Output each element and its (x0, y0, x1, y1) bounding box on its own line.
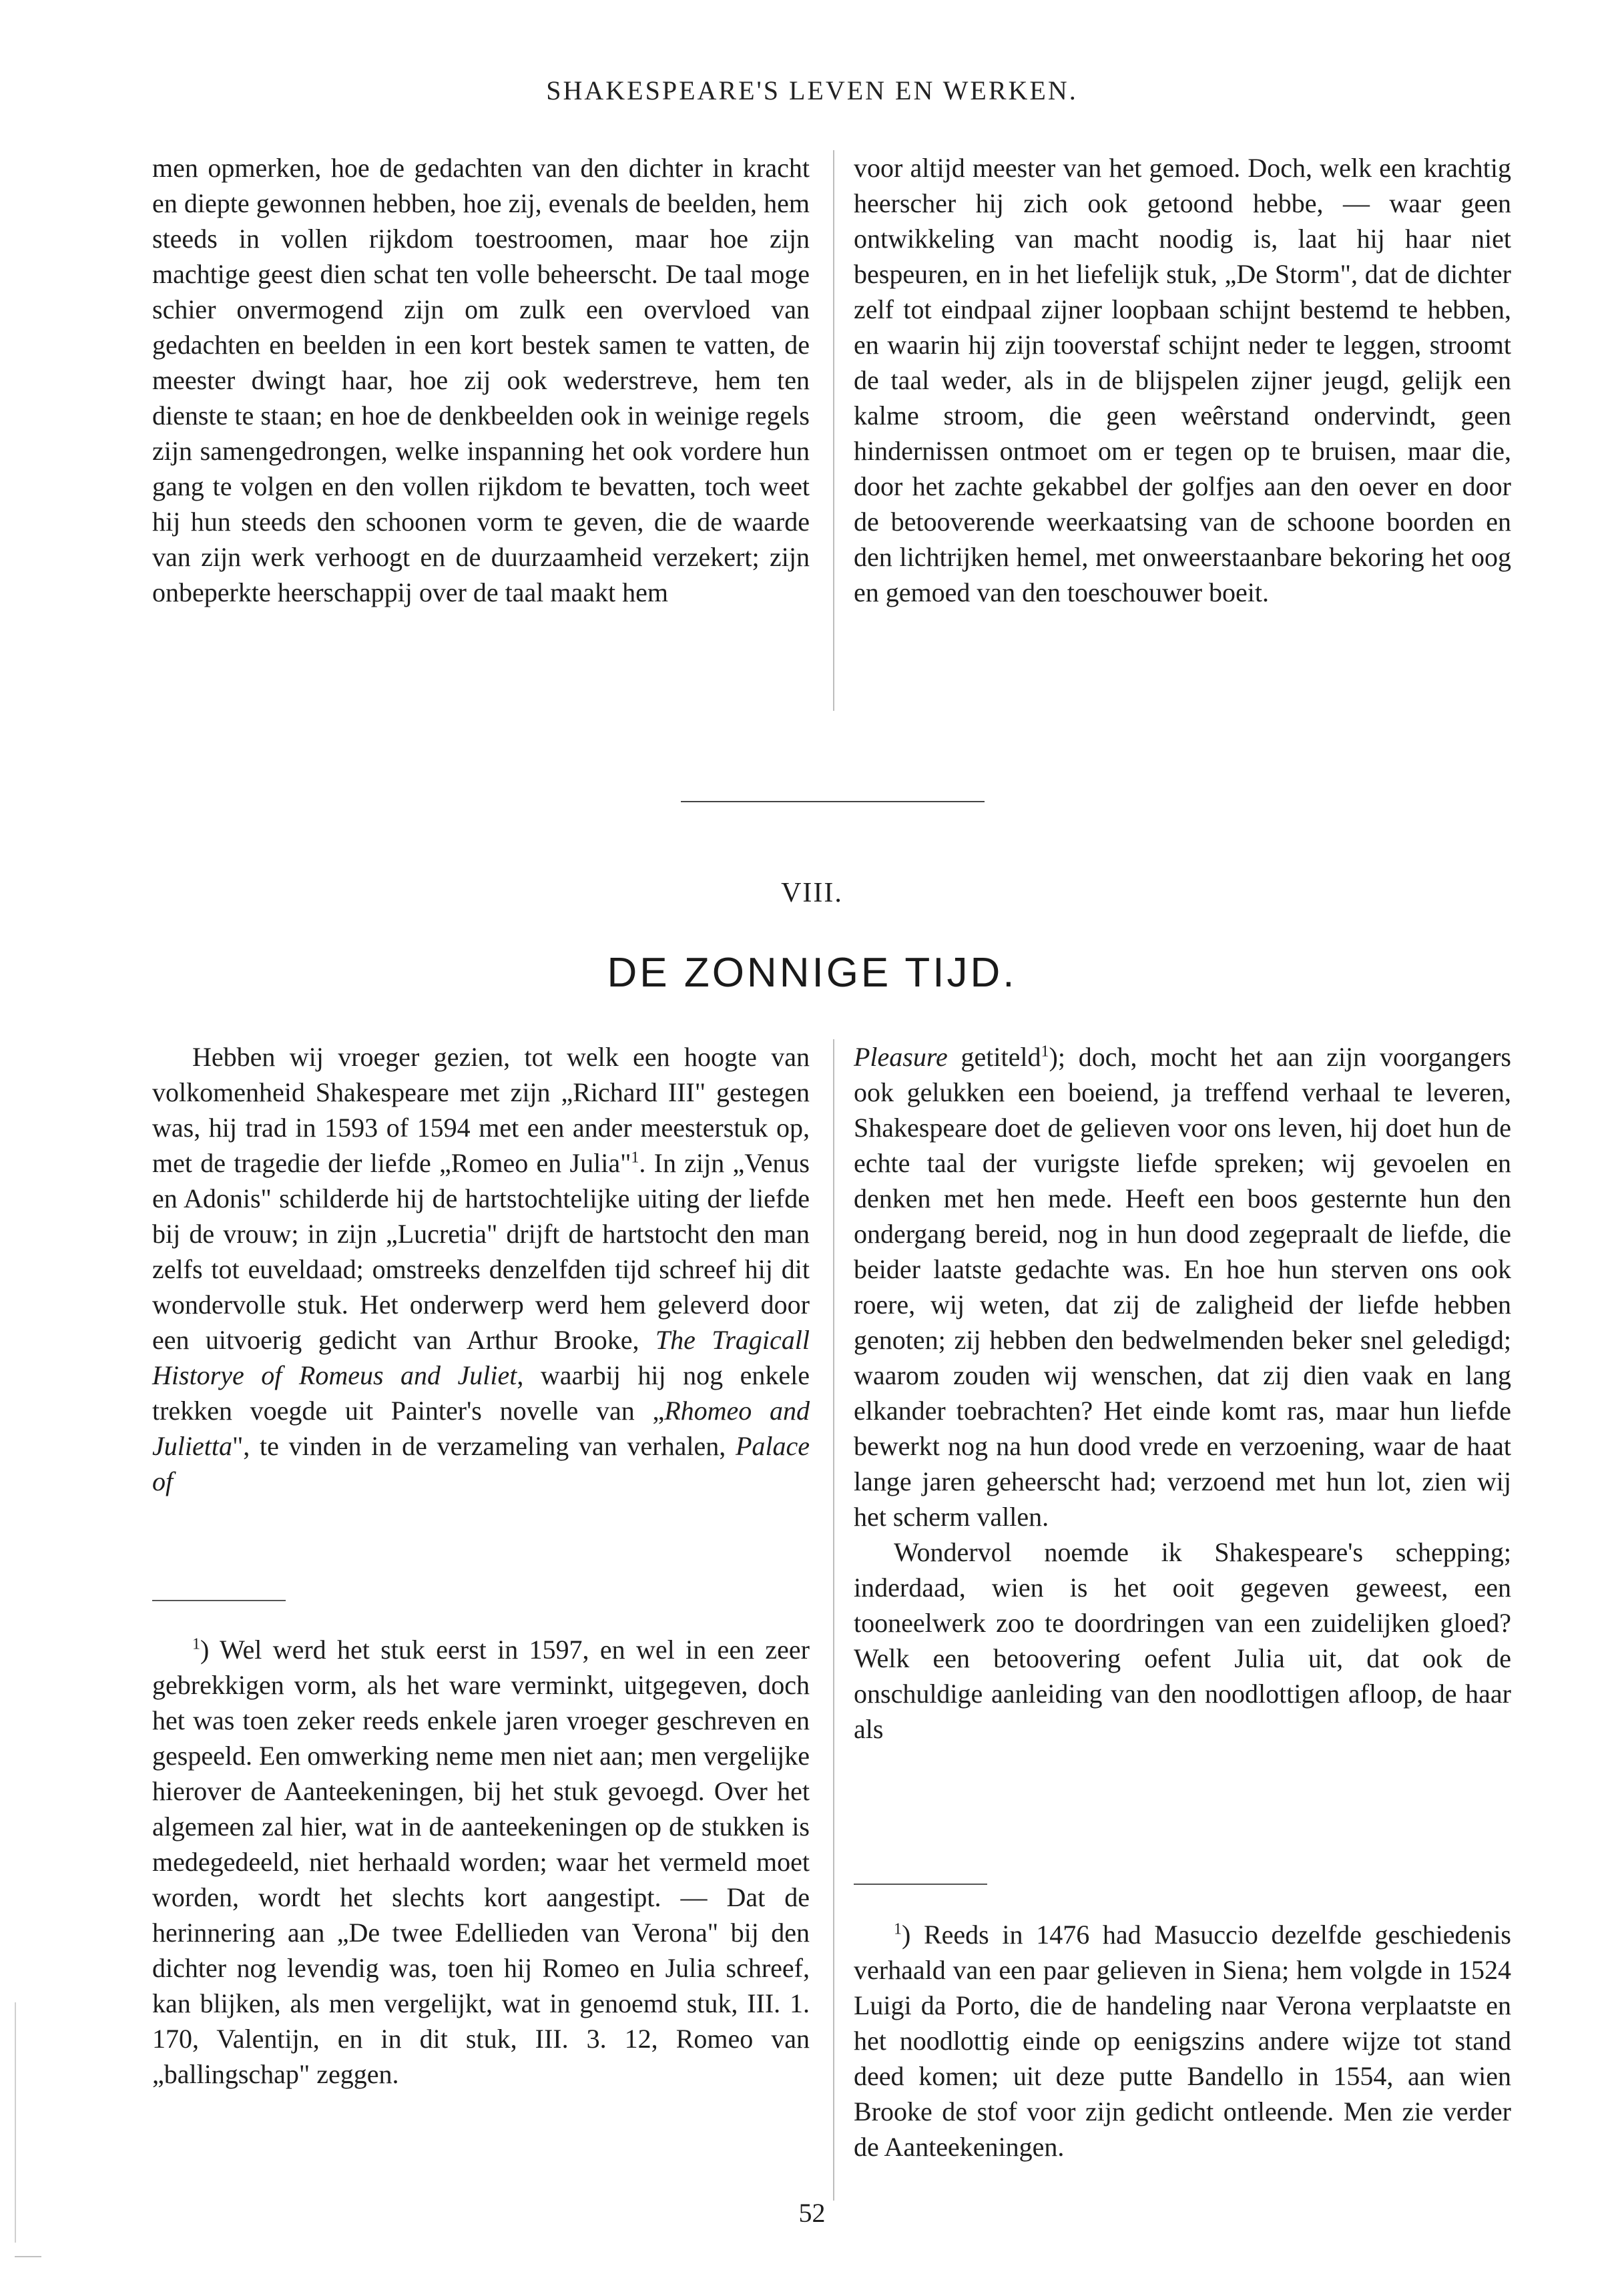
footnote-right (854, 1917, 1511, 2165)
page-number: 52 (798, 2198, 826, 2228)
body-right-paragraph-2: Wondervol noemde ik Shakespeare's schepping; inderdaad, wien is het ooit gegeven geweest, een tooneelwerk zoo te doordringen van een zuidelijken gloed? Welk een betoovering oefent Julia uit, dat ook de onschuldige aanleiding van den noodlottigen afloop, de haar als (854, 1537, 1511, 1744)
body-left-paragraph (152, 1039, 810, 1499)
running-header: SHAKESPEARE'S LEVEN EN WERKEN. (546, 75, 1078, 105)
chapter-number: VIII. (781, 878, 843, 908)
body-right-paragraph (854, 1039, 1511, 1534)
book-title: Palace of (152, 1431, 810, 1496)
book-title: The Tragicall Historye of Romeus and Juliet (152, 1325, 810, 1390)
body-text: getiteld (947, 1042, 1041, 1072)
body-text: ", te vinden in de verzameling van verhalen, (232, 1431, 736, 1461)
body-text: ); doch, mocht het aan zijn voorgangers ook gelukken een boeiend, ja treffend verhaal te leveren, Shakespeare doet de gelieven voor ons leven, hij doet hun de echte taal der vurigste liefde spreken; wij gevoelen en denken met hen mede. Heeft een boos gesternte hun den ondergang bereid, nog in hun dood zegepraalt de liefde, die beider laatste gedachte was. En hoe hun sterven ons ook roere, wij weten, dat zij de zaligheid der liefde hebben genoten; zij hebben den bedwelmenden beker snel geledigd; waarom zouden wij wenschen, dat zij dien vaak en lang elkander toebrachten? Het einde komt ras, maar hun liefde bewerkt nog na hun dood vrede en verzoening, waar de haat lange jaren geheerscht had; verzoend met hun lot, zien wij het scherm vallen. (854, 1042, 1511, 1532)
body-text: , waarbij hij nog enkele trekken voegde uit Painter's novelle van „ (152, 1360, 810, 1426)
top-left-paragraph: men opmerken, hoe de gedachten van den dichter in kracht en diepte gewonnen hebben, hoe zij, evenals de beelden, hem steeds in vollen rijkdom toestroomen, maar hoe zijn machtige geest dien schat ten volle beheerscht. De taal moge schier onvermogend zijn om zulk een overvloed van gedachten en beelden in een kort bestek samen te vatten, de meester dwingt haar, hoe zij ook wederstreve, hem ten dienste te staan; en hoe de denkbeelden ook in weinige regels zijn samengedrongen, welke inspanning het ook vordere hun gang te volgen en den vollen rijkdom te bevatten, toch weet hij hun steeds den schoonen vorm te geven, die de waarde van zijn werk verhoogt en de duurzaamheid verzekert; zijn onbeperkte heerschappij over de taal maakt hem (152, 153, 810, 607)
top-column-divider (833, 150, 834, 711)
top-left-column (152, 150, 810, 610)
body-left-column (152, 1039, 810, 1499)
footnote-body: ) Reeds in 1476 had Masuccio dezelfde geschiedenis verhaald van een paar gelieven in Siena; hem volgde in 1524 Luigi da Porto, die de handeling naar Verona verplaatste en het noodlottig einde op eenigszins andere wijze tot stand deed komen; uit deze putte Bandello in 1554, aan wien Brooke de stof voor zijn gedicht ontleende. Men zie verder de Aanteekeningen. (854, 1920, 1511, 2162)
footnote-marker: 1 (192, 1635, 200, 1653)
body-text: Hebben wij vroeger gezien, tot welk een hoogte van volkomenheid Shakespeare met zijn „Richard III" gestegen was, hij trad in 1593 of 1594 met een ander meesterstuk op, met de tragedie der liefde „Romeo en Julia" (152, 1042, 810, 1178)
footnote-left (152, 1632, 810, 2092)
footnote-body: ) Wel werd het stuk eerst in 1597, en wel in een zeer gebrekkigen vorm, als het ware verminkt, uitgegeven, doch het was toen zeker reeds enkele jaren vroeger geschreven en gespeeld. Een omwerking neme men niet aan; men vergelijke hierover de Aanteekeningen, bij het stuk gevoegd. Over het algemeen zal hier, wat in de aanteekeningen op de stukken is medegedeeld, niet herhaald worden; waar het vermeld moet worden, wordt het slechts kort aangestipt. — Dat de herinnering aan „De twee Edellieden van Verona" bij den dichter nog levendig was, toen hij Romeo en Julia schreef, kan blijken, als men vergelijkt, wat in genoemd stuk, III. 1. 170, Valentijn, en in dit stuk, III. 3. 12, Romeo van „ballingschap" zeggen. (152, 1635, 810, 2089)
top-right-paragraph: voor altijd meester van het gemoed. Doch, welk een krachtig heerscher hij zich ook getoond hebbe, — waar geen ontwikkeling van macht noodig is, laat hij haar niet bespeuren, en in het liefelijk stuk, „De Storm", dat de dichter zelf tot eindpaal zijner loopbaan schijnt bestemd te hebben, en waarin hij zijn tooverstaf schijnt neder te leggen, stroomt de taal weder, als in de blijspelen zijner jeugd, gelijk een kalme stroom, die geen weêrstand ondervindt, geen hindernissen ontmoet om er tegen op te bruisen, maar die, door het zachte gekabbel der golfjes aan den oever en door de betooverende weerkaatsing van de schoone boorden en den lichtrijken hemel, met onweerstaanbare bekoring het oog en gemoed van den toeschouwer boeit. (854, 153, 1511, 607)
section-separator-rule (681, 801, 985, 802)
book-title: Pleasure (854, 1042, 948, 1072)
body-text: . In zijn „Venus en Adonis" schilderde hij de hartstochtelijke uiting der liefde bij de vrouw; in zijn „Lucretia" drijft de hartstocht den man zelfs tot euveldaad; omstreeks denzelfden tijd schreef hij dit wondervolle stuk. Het onderwerp werd hem geleverd door een uitvoerig gedicht van Arthur Brooke, (152, 1148, 810, 1355)
body-column-divider (833, 1039, 834, 2201)
footnote-ref: 1 (631, 1149, 639, 1167)
chapter-title: DE ZONNIGE TIJD. (607, 950, 1017, 996)
page-edge-corner (15, 2256, 41, 2257)
footnote-rule-right (854, 1884, 987, 1885)
footnote-rule-left (152, 1600, 286, 1601)
body-right-column (854, 1039, 1511, 1747)
book-title: Rhomeo and Julietta (152, 1396, 810, 1461)
footnote-right-text (854, 1917, 1511, 2165)
page-edge-mark (15, 2002, 16, 2243)
footnote-left-text (152, 1632, 810, 2092)
footnote-ref: 1 (1041, 1043, 1049, 1061)
footnote-marker: 1 (894, 1920, 902, 1938)
top-right-column (854, 150, 1511, 610)
